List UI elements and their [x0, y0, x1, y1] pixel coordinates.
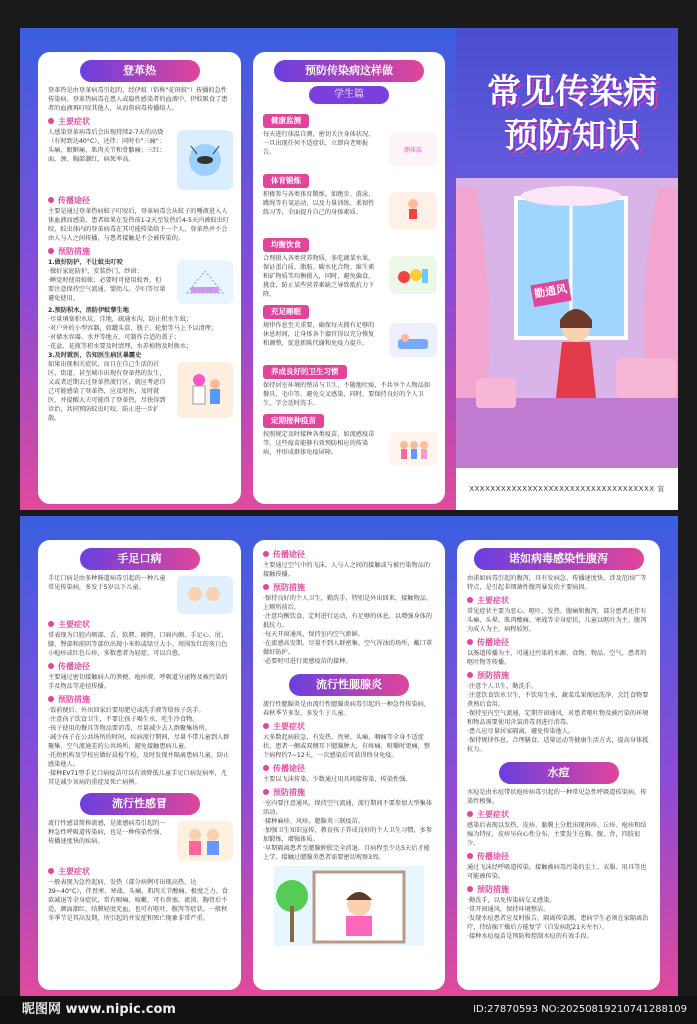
dengue-measure-1b: ·睡觉时使用蚊帐；必要时可使用蚊香，但要注意保持空气流通。婴幼儿、孕妇等尽量避免使用。: [48, 277, 166, 302]
dengue-prevention-heading: 预防措施: [38, 243, 241, 258]
mumps-intro: 流行性腮腺炎是由流行性腮腺炎病毒引起的一种急性传染病，春秋季节多发，多发生于儿童。: [263, 701, 431, 717]
hfmd-transmission-heading: 传播途径: [38, 658, 241, 673]
prevention-item-heading: 健康监测: [263, 114, 309, 128]
exercise-illustration: [389, 192, 437, 230]
dengue-measure-2b: ·对户外的小型容器，如罐头盒、瓶子、轮胎等马上予以清理；: [48, 325, 218, 332]
flu-measure: ·每天开窗通风，保持室内空气新鲜。: [263, 631, 364, 638]
hfmd-measure: ·注意孩子饮食卫生，不要让孩子喝生水、吃生冷食物。: [48, 716, 199, 723]
prevention-item-heading: 均衡饮食: [263, 238, 309, 252]
dengue-symptom-heading: 主要症状: [38, 113, 241, 128]
prevention-title: 预防传染病这样做: [274, 60, 424, 82]
noro-intro: 由诺如病毒引起的腹泻，具有发病急、传播速度快、涉及范围广等特点，是引起非细菌性腹泻暴发的主要病因。: [467, 575, 647, 591]
prevention-panel: [253, 52, 445, 504]
hfmd-flu-panel: [38, 540, 241, 990]
varicella-measure: ·接种水痘疫苗是预防和控制水痘的有效手段。: [467, 933, 593, 940]
noro-measure: ·患儿应尽量居家隔离，避免传染他人。: [467, 728, 575, 735]
prevention-item-text: 保持居室环境的整洁与卫生，不随地吐痰，不共享个人物品如餐具、毛巾等，避免交叉感染，同时，要保持良好的个人卫生，学会适时洗手。: [263, 382, 431, 407]
varicella-measure: ·勤洗手，以免传染病交叉感染。: [467, 897, 556, 904]
dengue-intro: 登革热是由登革病毒引起的，经伊蚊（俗称"花斑蚊"）传播的急性传染病。登革热病毒在患人或隐性感染者的血液中，伊蚊吸食了患者的血液再叮咬其他人，从而将病毒传播给人。: [48, 87, 228, 112]
dengue-symptom-text: 人感染登革病毒后会出现持续2-7天的高烧（有时到达40°C），还伴：同时有"三痛"：头痛、眼眶痛、肌肉关节和骨骼痛；三红：面、颈、胸部潮红，病死率高。: [48, 129, 166, 163]
brochure-outside: [20, 28, 678, 510]
varicella-symptom-heading: 主要症状: [457, 806, 660, 821]
noro-measure: ·注意个人卫生，勤洗手。: [467, 683, 538, 690]
mumps-measure: ·加强卫生知识宣传，教育孩子养成良好的个人卫生习惯，多参加锻炼，增强体质。: [263, 827, 433, 843]
sick-children-illustration: [177, 821, 233, 861]
mumps-prevention-heading: 预防措施: [253, 784, 445, 799]
hfmd-transmission-text: 主要通过密切接触病人的粪便、疱疹液、呼吸道分泌物及被污染的手及物品等途径传播。: [48, 674, 228, 690]
flu-prevention-heading: 预防措施: [253, 579, 445, 594]
prevention-item: [253, 232, 445, 299]
varicella-title: 水痘: [499, 762, 619, 784]
brochure-inside: [20, 516, 678, 996]
doctor-visit-illustration: [177, 362, 233, 418]
noro-prevention-heading: 预防措施: [457, 667, 660, 682]
prevention-item-heading: 充足睡眠: [263, 305, 309, 319]
prevention-item: [253, 108, 445, 168]
dengue-transmission-text: 主要是通过登革热病蚊子叮咬后，登革病毒会从蚊子的唾液进入人体血液而感染。患者如果在发热前1-2天至发热后4-5天内被蚊虫叮咬，蚊虫体内的登革病毒在其可能传染给下一个人，登革热并不会由人与人之间传播，与患者接触是不会被传染的。: [48, 208, 230, 242]
varicella-measure: ·常开窗通风，保持环境整洁。: [467, 906, 550, 913]
prevention-item-heading: 体育锻炼: [263, 174, 309, 188]
dengue-title: 登革热: [80, 60, 200, 82]
prevention-item: [253, 299, 445, 359]
hfmd-title: 手足口病: [80, 548, 200, 570]
hfmd-prevention-heading: 预防措施: [38, 691, 241, 706]
flu-transmission-heading: 传播途径: [253, 546, 445, 561]
prevention-item: [253, 168, 445, 232]
prevention-item-heading: 定期接种疫苗: [263, 414, 324, 428]
food-illustration: [389, 256, 437, 294]
dengue-measure-1: 1.做好防护，不让蚊虫叮咬: [48, 259, 123, 266]
noro-measure: ·保持规律作息，合理膳食，适量运动等健康生活方式，提高身体抵抗力。: [467, 737, 649, 753]
mumps-symptom-heading: 主要症状: [253, 718, 445, 733]
noro-measure: ·保持室内空气流通，定期开窗通风，对患者呕吐物及被污染的环境和物品需要使用含氯消毒剂进行消毒。: [467, 710, 649, 726]
noro-title: 诺如病毒感染性腹泻: [474, 548, 644, 570]
flu-symptom-heading: 主要症状: [38, 863, 241, 878]
prevention-item-heading: 养成良好的卫生习惯: [263, 365, 347, 379]
sleep-illustration: [389, 323, 437, 357]
varicella-transmission-heading: 传播途径: [457, 848, 660, 863]
prevention-item-text: 每天进行体温自测，密切关注身体状况，一旦出现任何不适症状，立即向老师报告。: [263, 131, 375, 156]
noro-symptom-heading: 主要症状: [457, 592, 660, 607]
mumps-title: 流行性腮腺炎: [289, 674, 409, 696]
varicella-prevention-heading: 预防措施: [457, 881, 660, 896]
cover-sign-text: 勤通风: [533, 282, 568, 301]
mumps-transmission-text: 主要以飞沫传染，少数通过用具间接传染，传染性强。: [263, 776, 412, 783]
hfmd-measure: ·托幼机构及学校应做好晨检午检，及时发现并隔离患病儿童，防止感染他人。: [48, 752, 230, 768]
mumps-transmission-heading: 传播途径: [253, 760, 445, 775]
norovirus-varicella-panel: [457, 540, 660, 990]
hfmd-measure: ·减少孩子在公共场所的时间，疾病流行期间，尽量不带儿童到人群聚集、空气流通差的公共场所，避免接触患病儿童。: [48, 734, 230, 750]
dengue-transmission-heading: 传播途径: [38, 192, 241, 207]
cover-title: [472, 70, 672, 158]
varicella-symptom-text: 感染后表现以发热、皮疹、黏膜上分批出现斑疹、丘疹、疱疹和结痂为特征，皮疹呈向心性分布，主要发生在胸、腹、背，四肢很少。: [467, 822, 647, 847]
mumps-measure: ·室内要注意通风，保持空气流通，流行期间不要参加大型集体活动。: [263, 800, 433, 816]
prevention-item: [253, 408, 445, 468]
cover-title-line2: 预防知识: [504, 116, 640, 156]
dengue-measure-3a: 如果出现相关症状，而且在自己生活的社区、街道、甚至城市出现有登革热的发生，又或者近期去过登革热流行区，就应考虑自己可能感染了登革热，应及时医，及时就医，并提醒大夫可能得了登革热，尽快得到诊治，共同预防蚊虫叮咬，防止进一步扩散。: [48, 361, 166, 422]
mosquito-illustration: [177, 130, 233, 190]
hfmd-measure: ·饭前便后、外出回家后要用肥皂或洗手液等给孩子洗手。: [48, 707, 205, 714]
varicella-measure: ·发现水痘患者应及时报告，隔离传染源，患病学生必须在家隔离治疗，待结痂干燥后方能复学（自发病起21天左右）。: [467, 915, 649, 931]
hfmd-symptom-text: 常表现为口腔内颊部、舌、软腭、硬腭、口唇内侧、手足心、肘、膝、臀部和前阴等部位出现小米粒或绿豆大小、周围发红的灰白色小疱疹或红色丘疹，多数患者为轻症，可以自愈。: [48, 632, 228, 657]
prevention-item-text: 积极参与各类体育锻炼，如跑步、游泳、跳绳等有氧运动，以及力量训练、柔韧性练习等，全面提升自己的身体素质。: [263, 191, 375, 216]
dengue-measure-3: 3.及时就医，告知医生病区暴露史: [48, 352, 142, 359]
prevention-item-text: 合理摄入各类营养物质，多吃蔬菜水果，保证蛋白质、脂肪、碳水化合物、维生素和矿物质等均衡摄入，同时，避免偏食、挑食，防止某些营养素缺乏导致抵抗力下降。: [263, 255, 375, 298]
hfmd-intro: 手足口病是由多种肠道病毒引起的一种儿童常见传染病，多发于5岁以下儿童。: [48, 575, 166, 591]
noro-transmission-text: 以肠道传播为主，可通过污染的水源、食物、物品、空气、患者的呕吐物等传播。: [467, 650, 647, 666]
prevention-item-text: 按照规定及时接种各类疫苗，如流感疫苗等，这些疫苗能够有效预防相应的传染病，并形成群体免疫屏障。: [263, 431, 375, 456]
vaccine-illustration: [389, 432, 437, 466]
watermark-left: 昵图网 www.nipic.com: [22, 1002, 176, 1017]
flu-measure: ·必要时可进行流感疫苗的接种。: [263, 658, 352, 665]
window-girl-illustration: [274, 866, 424, 946]
cover-panel: [456, 28, 678, 510]
flu-measure: ·保持良好的个人卫生，勤洗手，特别是外出回来、接触物品、上厕所前后。: [263, 595, 433, 611]
flu-transmission-text: 主要通过空气中的飞沫，人与人之间的接触或与被污染物品的接触传播。: [263, 562, 431, 578]
dengue-panel: [38, 52, 241, 504]
classroom-window-illustration: [456, 178, 678, 468]
mumps-measure: ·早期隔离患者至腮腺肿胀完全消退，且病程至少达5天后才能上学。接触过腮腺炎患者需要密切观察3周。: [263, 845, 430, 861]
flu-measure: ·注意均衡饮食，定时进行运动，有足够的休息，以增强身体的抵抗力。: [263, 613, 433, 629]
prevention-item-text: 规律作息至关重要，确保每天拥有足够的休息时间，让身体各个器官得以充分恢复和调整，促进新陈代谢和免疫力提升。: [263, 322, 375, 347]
hfmd-measure: ·孩子使用的餐具等物品要消毒，尽量减少去人群聚集场所。: [48, 725, 211, 732]
mumps-symptom-text: 大多数起病较急，有发热、畏寒、头痛、咽痛等全身不适症状，患者一侧或双侧耳下腮腺肿大，有疼痛、咀嚼时更痛，整个病程约7~12天，一次感染后可获得终身免疫。: [263, 734, 431, 759]
mosquito-net-illustration: [177, 260, 233, 304]
dengue-measure-2a: ·尽量填塞积水坑、洼地，疏通水沟，防止积水生蚊；: [48, 316, 193, 323]
cover-title-line1: 常见传染病: [487, 72, 657, 112]
flu-intro: 流行性感冒简称流感，是流感病毒引起的一种急性呼吸道传染病，也是一种传染性强、传播速度快的疾病。: [48, 820, 166, 845]
thermometer-label: 测体温: [403, 146, 422, 154]
flu-measure: ·在流感高发期，尽量不到人群密集、空气浑浊的场所，戴口罩做好防护。: [263, 640, 433, 656]
varicella-intro: 水痘是由水痘带状疱疹病毒引起的一种常见急性呼吸道传染病，传染性极强。: [467, 789, 647, 805]
mumps-measure: ·接种麻疹、风疹、腮腺炎三联疫苗。: [263, 818, 364, 825]
noro-symptom-text: 常见症状主要为恶心、呕吐、发热、腹痛和腹泻，部分患者还伴有头痛、头晕、肌肉酸痛、寒战等全身症状，儿童以呕吐为主，腹泻为成人为主，病程较短。: [467, 608, 647, 633]
thermometer-illustration: [389, 132, 437, 166]
dengue-measure-2: 2.预防积水，消防伊蚊孳生地: [48, 307, 129, 314]
mumps-panel: [253, 540, 445, 990]
flu-symptom-text: 一般表现为急性起病、发热（部分病例可出现高热，达39~40°C），伴畏寒、寒战、头痛、肌肉关节酸痛、极度乏力、食欲减退等全身症状，常有咽痛、咳嗽，可有鼻塞、流涕、胸骨后不适，颜面潮红，结膜轻度充血，也可有呕吐、腹泻等症状。一般秋冬季节是其高发期，所引起的并发症和死亡现象非常严重。: [48, 879, 228, 922]
cover-footer: XXXXXXXXXXXXXXXXXXXXXXXXXXXXXXXXXXX 宣: [456, 468, 678, 510]
watermark-bar: [0, 996, 697, 1024]
noro-transmission-heading: 传播途径: [457, 634, 660, 649]
hfmd-measure: ·接种EV71型手足口病疫苗可以有效降低儿童手足口病发病率，尤其是减少该病的重症及死亡病例。: [48, 770, 227, 786]
flu-title: 流行性感冒: [80, 793, 200, 815]
children-hands-illustration: [177, 576, 233, 614]
hfmd-symptom-heading: 主要症状: [38, 616, 241, 631]
noro-measure: ·注意饮食饮水卫生，不饮用生水，蔬菜瓜果彻底洗净，烹饪食物要煮熟后食用。: [467, 692, 649, 708]
dengue-measure-2d: ·花盆、花瓶等积水要及时清理，水养植物及时换水；: [48, 343, 193, 350]
dengue-measure-2c: ·对储水容器、水井等地方，可制作合适的盖子；: [48, 334, 180, 341]
watermark-right: ID:27870593 NO:20250819210741288109: [473, 1004, 687, 1015]
dengue-measure-1a: ·做好家庭防护，安装纱门、纱窗；: [48, 268, 143, 275]
prevention-item: [253, 359, 445, 408]
varicella-transmission-text: 通过飞沫经呼吸道传染，接触被病毒污染的尘土、衣服、用具等也可能被传染。: [467, 864, 647, 880]
prevention-subtitle: 学生篇: [309, 86, 389, 104]
